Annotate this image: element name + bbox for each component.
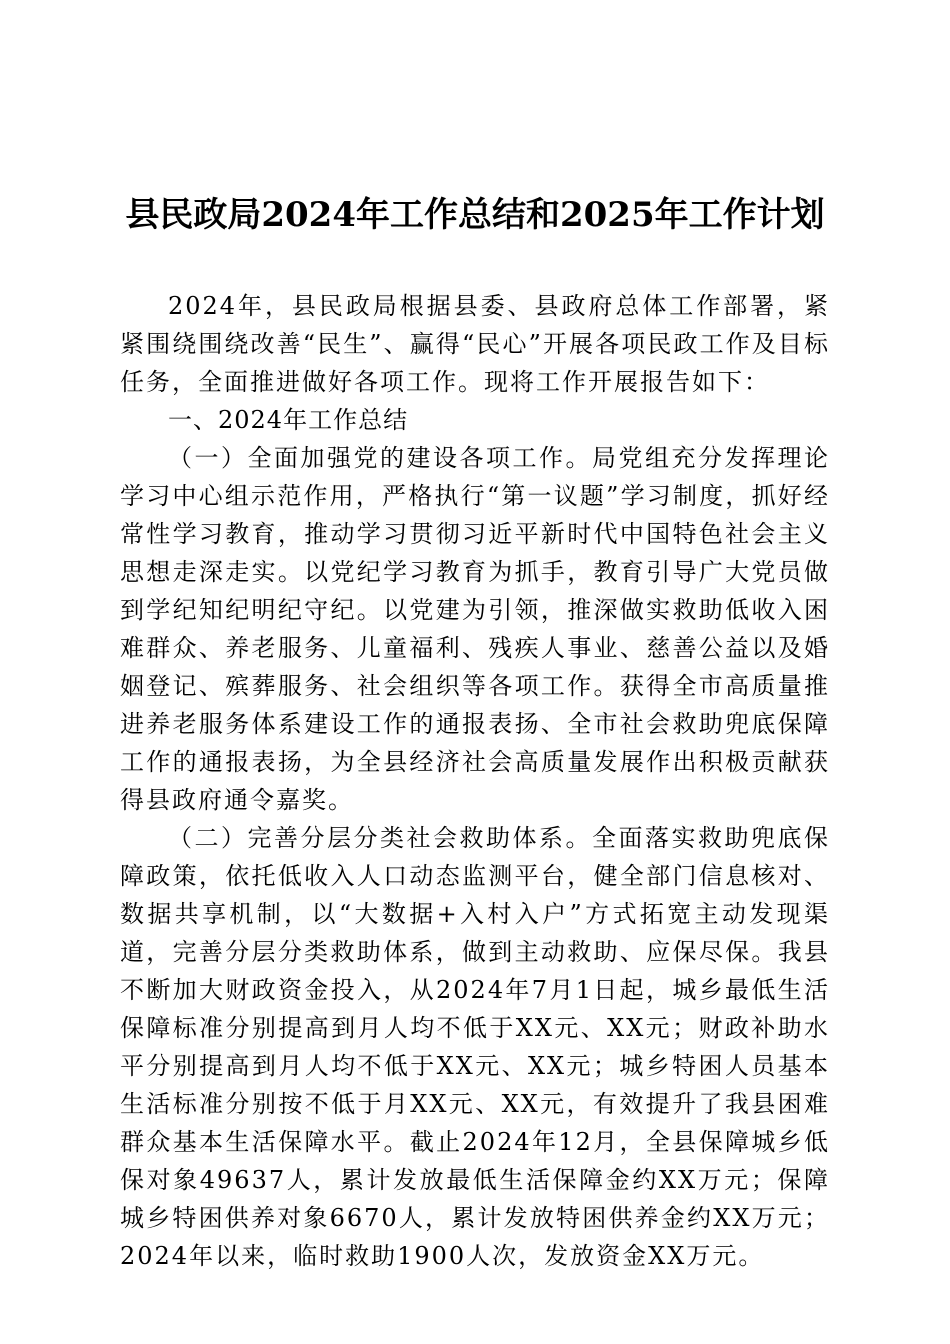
item1-text: 局党组充分发挥理论学习中心组示范作用，严格执行“第一议题”学习制度，抓好经常性学习教育，推动学习贯彻习近平新时代中国特色社会主义思想走深走实。以党纪学习教育为抓手，教育引导广大党员做到学纪知纪明纪守纪。以党建为引领，推深做实救助低收入困难群众、养老服务、儿童福利、残疾人事业、慈善公益以及婚姻登记、殡葬服务、社会组织等各项工作。获得全市高质量推进养老服务体系建设工作的通报表扬、全市社会救助兜底保障工作的通报表扬，为全县经济社会高质量发展作出积极贡献获得县政府通令嘉奖。	[120, 444, 830, 814]
section-heading: 一、2024年工作总结	[168, 406, 409, 434]
item1-paragraph	[120, 439, 830, 819]
item1-lead: （一）全面加强党的建设各项工作。	[168, 444, 592, 472]
item2-lead: （二）完善分层分类社会救助体系。	[168, 824, 592, 852]
document-title: 县民政局2024年工作总结和2025年工作计划	[125, 195, 825, 235]
item2-text: 全面落实救助兜底保障政策，依托低收入人口动态监测平台，健全部门信息核对、数据共享机制，以“大数据+入村入户”方式拓宽主动发现渠道，完善分层分类救助体系，做到主动救助、应保尽保。我县不断加大财政资金投入，从2024年7月1日起，城乡最低生活保障标准分别提高到月人均不低于XX元、XX元；财政补助水平分别提高到月人均不低于XX元、XX元；城乡特困人员基本生活标准分别按不低于月XX元、XX元，有效提升了我县困难群众基本生活保障水平。截止2024年12月，全县保障城乡低保对象49637人，累计发放最低生活保障金约XX万元；保障城乡特困供养对象6670人，累计发放特困供养金约XX万元；2024年以来，临时救助1900人次，发放资金XX万元。	[120, 824, 830, 1270]
item2-paragraph	[120, 819, 830, 1275]
document-body	[120, 287, 830, 1275]
intro-paragraph: 2024年，县民政局根据县委、县政府总体工作部署，紧紧围绕围绕改善“民生”、赢得“民心”开展各项民政工作及目标任务，全面推进做好各项工作。现将工作开展报告如下：	[120, 292, 830, 396]
